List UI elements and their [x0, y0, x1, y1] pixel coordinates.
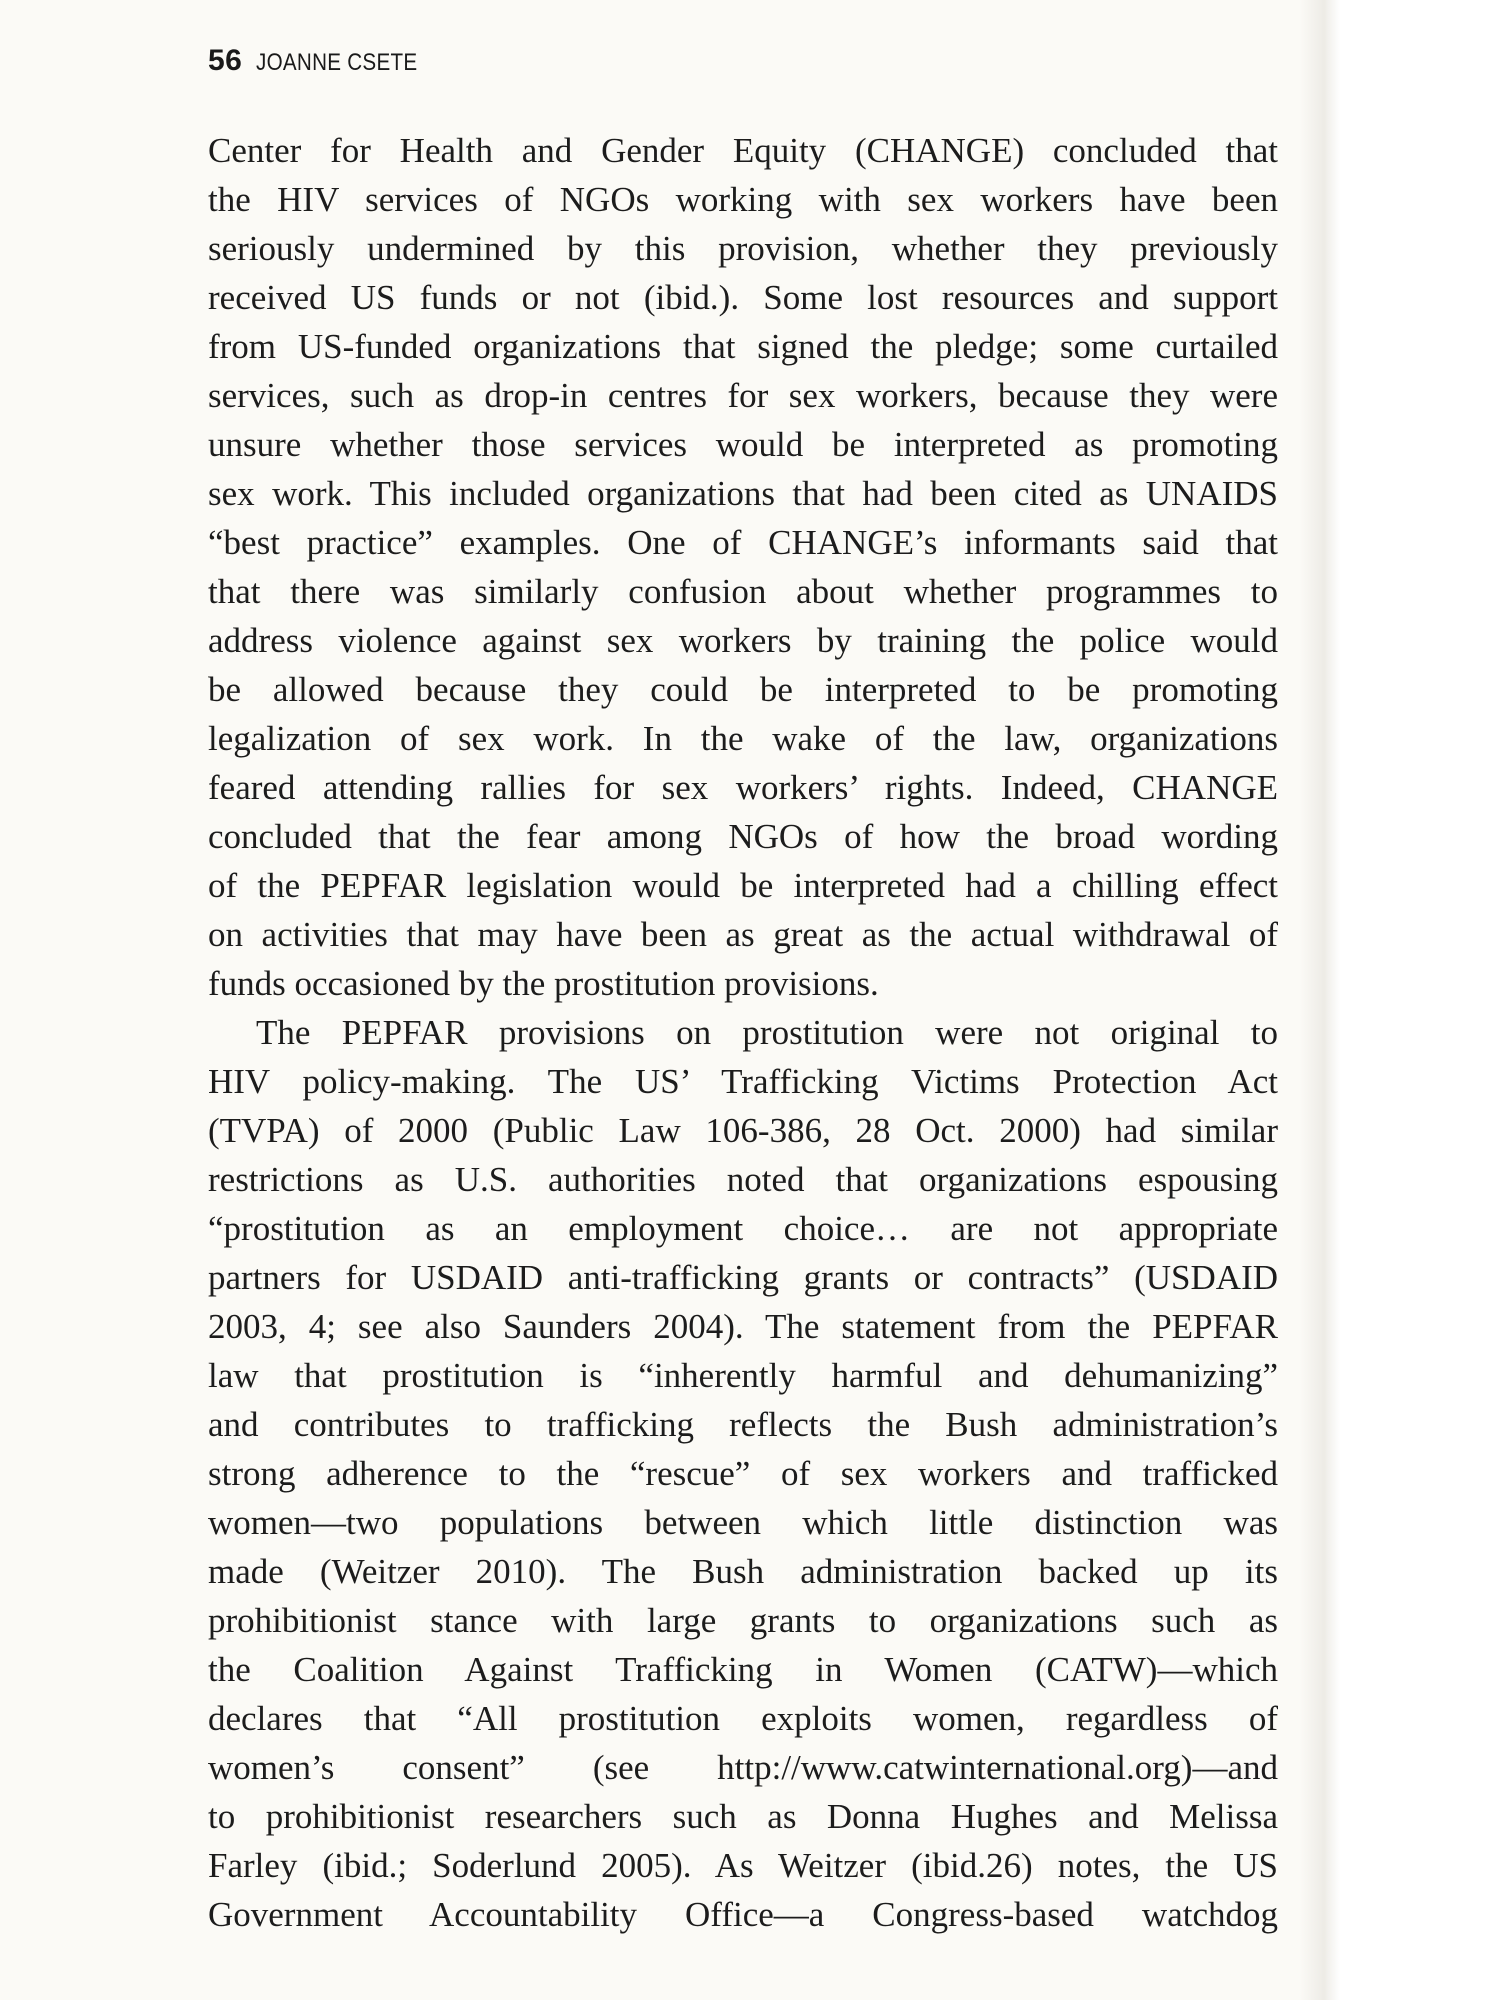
paragraph — [208, 1008, 1278, 1939]
text-line: declares that “All prostitution exploits women, regardless of — [208, 1699, 1278, 1738]
text-line: of the PEPFAR legislation would be interpreted had a chilling effect — [208, 866, 1278, 905]
text-line: prohibitionist stance with large grants to organizations such as — [208, 1601, 1278, 1640]
text-line: law that prostitution is “inherently harmful and dehumanizing” — [208, 1356, 1278, 1395]
text-line: partners for USDAID anti-trafficking grants or contracts” (USDAID — [208, 1258, 1278, 1297]
text-line: services, such as drop-in centres for sex workers, because they were — [208, 376, 1278, 415]
page-number: 56 — [208, 44, 243, 77]
text-line: and contributes to trafficking reflects the Bush administration’s — [208, 1405, 1278, 1444]
text-line: 2003, 4; see also Saunders 2004). The statement from the PEPFAR — [208, 1307, 1278, 1346]
text-line: from US-funded organizations that signed the pledge; some curtailed — [208, 327, 1278, 366]
text-line: unsure whether those services would be interpreted as promoting — [208, 425, 1278, 464]
text-line: legalization of sex work. In the wake of the law, organizations — [208, 719, 1278, 758]
text-line: the HIV services of NGOs working with sex workers have been — [208, 180, 1278, 219]
text-line: (TVPA) of 2000 (Public Law 106-386, 28 Oct. 2000) had similar — [208, 1111, 1278, 1150]
running-head-author: JOANNE CSETE — [256, 49, 418, 76]
text-line: the Coalition Against Trafficking in Women (CATW)—which — [208, 1650, 1278, 1689]
text-line: to prohibitionist researchers such as Donna Hughes and Melissa — [208, 1797, 1278, 1836]
paragraph — [208, 126, 1278, 1008]
text-line: be allowed because they could be interpreted to be promoting — [208, 670, 1278, 709]
text-line: women—two populations between which little distinction was — [208, 1503, 1278, 1542]
text-line: Farley (ibid.; Soderlund 2005). As Weitzer (ibid.26) notes, the US — [208, 1846, 1278, 1885]
page-gutter-shadow — [1300, 0, 1340, 2000]
text-line: The PEPFAR provisions on prostitution were not original to — [256, 1013, 1278, 1052]
text-line: “best practice” examples. One of CHANGE’s informants said that — [208, 523, 1278, 562]
text-line: sex work. This included organizations that had been cited as UNAIDS — [208, 474, 1278, 513]
body-text — [208, 126, 1278, 1939]
text-line: Government Accountability Office—a Congress-based watchdog — [208, 1895, 1278, 1934]
text-line: seriously undermined by this provision, whether they previously — [208, 229, 1278, 268]
text-line: women’s consent” (see http://www.catwinternational.org)—and — [208, 1748, 1278, 1787]
text-line: HIV policy-making. The US’ Trafficking Victims Protection Act — [208, 1062, 1278, 1101]
text-line: feared attending rallies for sex workers’ rights. Indeed, CHANGE — [208, 768, 1278, 807]
text-line: “prostitution as an employment choice… are not appropriate — [208, 1209, 1278, 1248]
running-head — [208, 44, 444, 78]
text-line: received US funds or not (ibid.). Some lost resources and support — [208, 278, 1278, 317]
text-line: that there was similarly confusion about whether programmes to — [208, 572, 1278, 611]
text-line: Center for Health and Gender Equity (CHANGE) concluded that — [208, 131, 1278, 170]
text-line: address violence against sex workers by training the police would — [208, 621, 1278, 660]
text-line: on activities that may have been as great as the actual withdrawal of — [208, 915, 1278, 954]
text-line: funds occasioned by the prostitution provisions. — [208, 964, 879, 1003]
text-line: strong adherence to the “rescue” of sex workers and trafficked — [208, 1454, 1278, 1493]
text-line: concluded that the fear among NGOs of how the broad wording — [208, 817, 1278, 856]
text-line: restrictions as U.S. authorities noted that organizations espousing — [208, 1160, 1278, 1199]
text-line: made (Weitzer 2010). The Bush administration backed up its — [208, 1552, 1278, 1591]
